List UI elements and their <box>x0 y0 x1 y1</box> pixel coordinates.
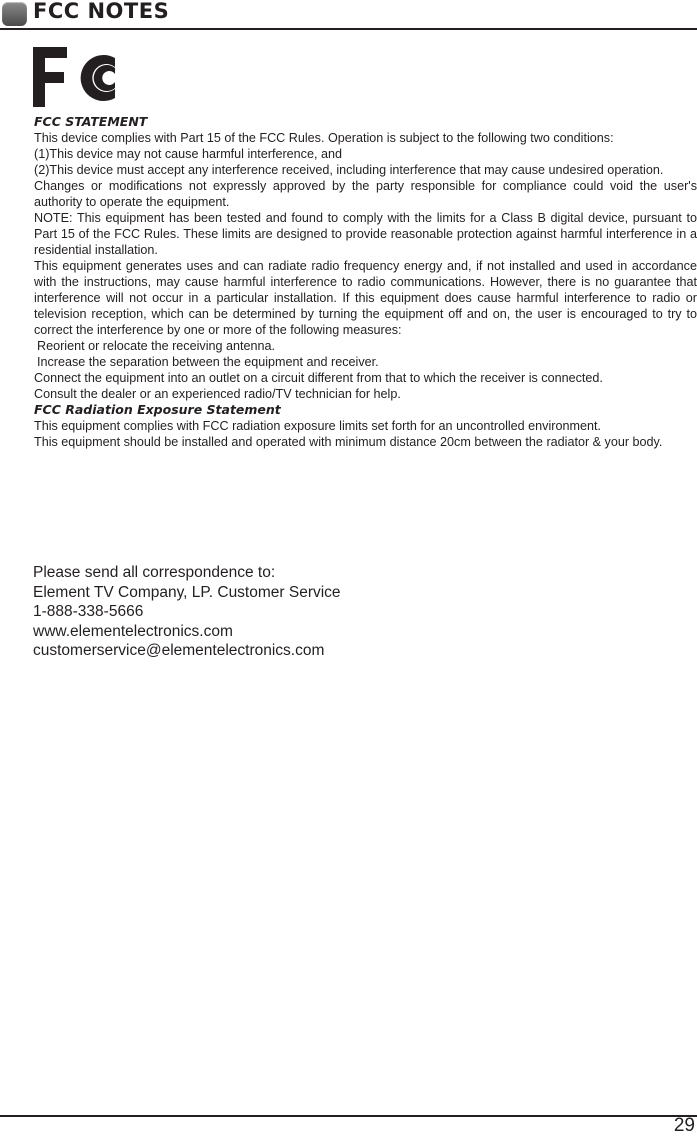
fcc-logo-icon <box>33 46 117 108</box>
fcc-statement-heading: FCC STATEMENT <box>34 114 148 129</box>
fcc-statement-section <box>34 114 697 450</box>
radiation-heading: FCC Radiation Exposure Statement <box>34 402 281 417</box>
measure-consult: Consult the dealer or an experienced radio/TV technician for help. <box>34 387 401 401</box>
page-number: 29 <box>673 1115 695 1136</box>
contact-phone: 1-888-338-5666 <box>33 603 144 621</box>
header-badge-icon <box>2 2 27 26</box>
measure-outlet: Connect the equipment into an outlet on a circuit different from that to which the receiver is connected. <box>34 371 603 385</box>
contact-section <box>33 563 341 661</box>
interference-paragraph: This equipment generates uses and can radiate radio frequency energy and, if not installed and used in accordance with the instructions, may cause harmful interference to radio communications. However, there is no guarantee that interference will not occur in a particular installation. If this equipment does cause harmful interference to radio or television reception, which can be determined by turning the equipment off and on, the user is encouraged to try to correct the interference by one or more of the following measures: <box>34 259 697 337</box>
measure-separation: Increase the separation between the equipment and receiver. <box>37 355 379 369</box>
class-b-note: NOTE: This equipment has been tested and found to comply with the limits for a Class B digital device, pursuant to Part 15 of the FCC Rules. These limits are designed to provide reasonable protection against harmful interference in a residential installation. <box>34 211 697 257</box>
measure-reorient: Reorient or relocate the receiving antenna. <box>37 339 276 353</box>
contact-website: www.elementelectronics.com <box>33 622 233 640</box>
header-divider <box>0 28 697 30</box>
modifications-warning: Changes or modifications not expressly approved by the party responsible for compliance could void the user's authority to operate the equipment. <box>34 179 697 209</box>
footer-divider <box>0 1115 697 1117</box>
radiation-paragraph-1: This equipment complies with FCC radiation exposure limits set forth for an uncontrolled environment. <box>34 419 601 433</box>
radiation-paragraph-2: This equipment should be installed and operated with minimum distance 20cm between the radiator & your body. <box>34 435 663 449</box>
condition-1: (1)This device may not cause harmful interference, and <box>34 147 342 161</box>
statement-paragraph: This device complies with Part 15 of the FCC Rules. Operation is subject to the following two conditions: <box>34 131 614 145</box>
page-header <box>0 0 697 30</box>
contact-email: customerservice@elementelectronics.com <box>33 642 325 660</box>
condition-2: (2)This device must accept any interference received, including interference that may cause undesired operation. <box>34 163 664 177</box>
contact-company: Element TV Company, LP. Customer Service <box>33 583 341 601</box>
page-title: FCC NOTES <box>33 0 170 23</box>
contact-intro: Please send all correspondence to: <box>33 564 276 581</box>
